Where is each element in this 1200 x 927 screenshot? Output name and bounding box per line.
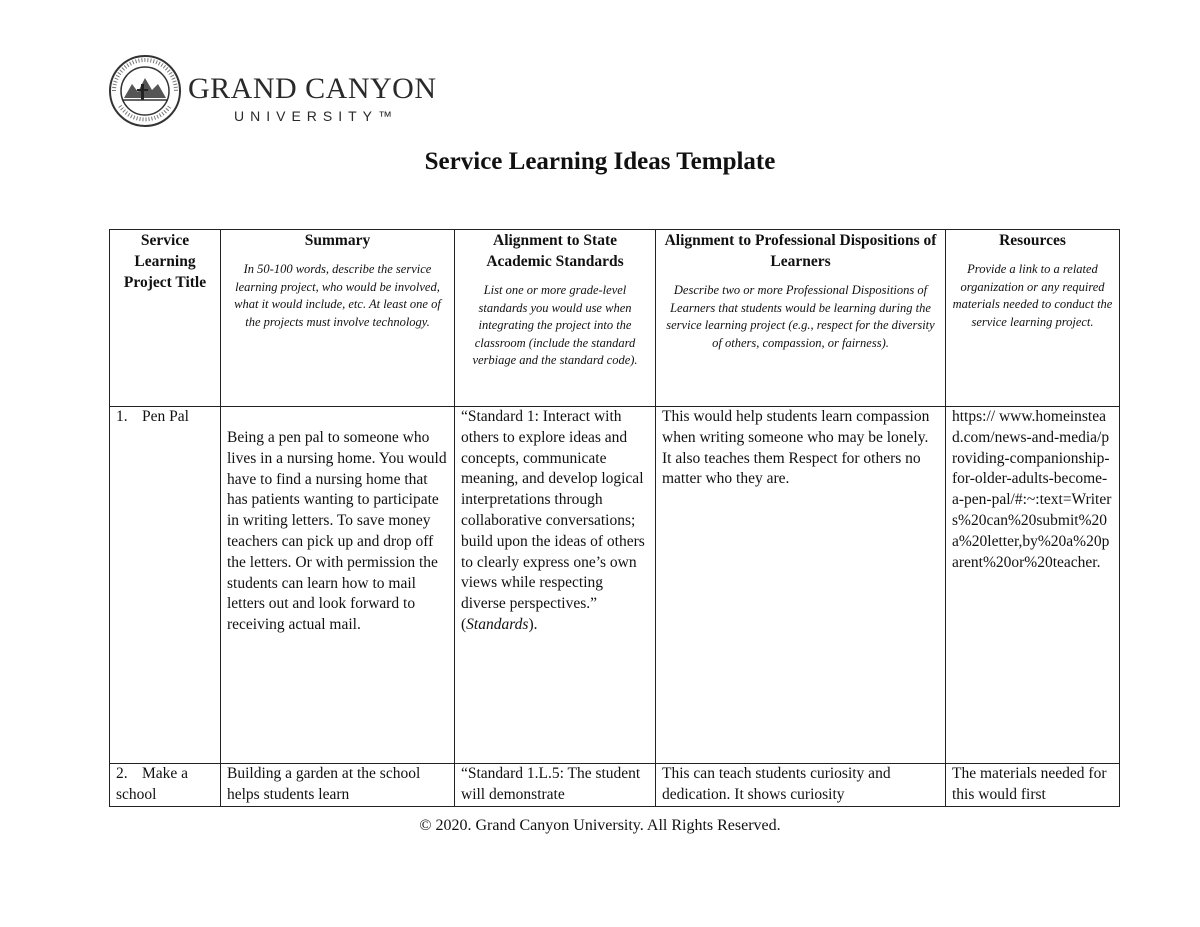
logo-subtitle: UNIVERSITY™ — [234, 108, 399, 124]
ideas-table — [109, 229, 1120, 807]
standards-text: “Standard 1: Interact with others to explore ideas and concepts, communicate meaning, and develop logical interpretations through collaborative conversations; build upon the ideas of others to clearly express one’s own views while respecting diverse perspectives.” — [461, 408, 645, 613]
university-seal-icon — [108, 54, 182, 128]
header-description: Describe two or more Professional Dispositions of Learners that students would be learning during the service learning project (e.g., respect for the diversity of others, compassion, or fairness). — [666, 283, 935, 350]
summary-text: Building a garden at the school helps students learn — [227, 765, 421, 803]
summary-cell — [221, 764, 455, 807]
header-cell-resources — [946, 230, 1120, 407]
summary-cell — [221, 407, 455, 764]
header-title: Service Learning Project Title — [123, 232, 207, 291]
table-row — [110, 407, 1120, 764]
university-logo — [108, 54, 438, 128]
project-title: Pen Pal — [142, 408, 189, 425]
header-title: Alignment to Professional Dispositions of Learners — [664, 232, 937, 270]
standards-cell — [455, 764, 656, 807]
dispositions-cell — [656, 764, 946, 807]
header-description: In 50-100 words, describe the service learning project, who would be involved, what it would include, etc. At least one of the projects must involve technology. — [234, 262, 441, 329]
logo-wordmark: GRAND CANYON — [188, 72, 437, 105]
table-header-row — [110, 230, 1120, 407]
dispositions-text: This would help students learn compassion when writing someone who may be lonely. It also teaches them Respect for others no matter who they are. — [662, 408, 930, 488]
header-cell-dispositions — [656, 230, 946, 407]
standards-citation-tail: ). — [528, 615, 538, 633]
resource-link[interactable]: https:// www.homeinstead.com/news-and-media/providing-companionship-for-older-adults-become-a-pen-pal/#:~:text=Writers%20can%20submit%20a%20letter,by%20a%20parent%20or%20teacher. — [952, 408, 1112, 571]
summary-text: Being a pen pal to someone who lives in a nursing home. You would have to find a nursing home that has patients wanting to participate in writing letters. To save money teachers can pick up and drop off the letters. Or with permission the students can learn how to mail letters out and look forward to receiving actual mail. — [227, 429, 447, 634]
page-title: Service Learning Ideas Template — [424, 148, 776, 175]
resources-text: The materials needed for this would first — [952, 765, 1107, 803]
standards-citation: Standards — [466, 615, 529, 633]
standards-cell: “Standard 1: Interact with others to explore ideas and concepts, communicate meaning, and develop logical interpretations through collaborative conversations; build upon the ideas of others to clearly express one’s own views while respecting diverse perspectives.” (Standards). — [455, 407, 656, 764]
header-cell-title — [110, 230, 221, 407]
header-title: Resources — [999, 232, 1066, 249]
header-cell-summary — [221, 230, 455, 407]
project-title-cell — [110, 407, 221, 764]
resources-cell — [946, 764, 1120, 807]
header-title: Alignment to State Academic Standards — [486, 232, 624, 270]
dispositions-text: This can teach students curiosity and dedication. It shows curiosity — [662, 765, 891, 803]
row-number: 1. — [116, 408, 128, 425]
resources-cell — [946, 407, 1120, 764]
header-description: List one or more grade-level standards you would use when integrating the project into the classroom (include the standard verbiage and the standard code). — [472, 283, 638, 367]
row-number: 2. — [116, 765, 128, 782]
header-title: Summary — [304, 232, 371, 249]
dispositions-cell — [656, 407, 946, 764]
project-title: Make a school — [116, 765, 189, 803]
copyright-footer: © 2020. Grand Canyon University. All Rights Reserved. — [419, 817, 781, 834]
standards-text: “Standard 1.L.5: The student will demonstrate — [461, 765, 641, 803]
header-cell-standards — [455, 230, 656, 407]
project-title-cell — [110, 764, 221, 807]
header-description: Provide a link to a related organization or any required materials needed to conduct the service learning project. — [952, 262, 1113, 329]
table-row — [110, 764, 1120, 807]
